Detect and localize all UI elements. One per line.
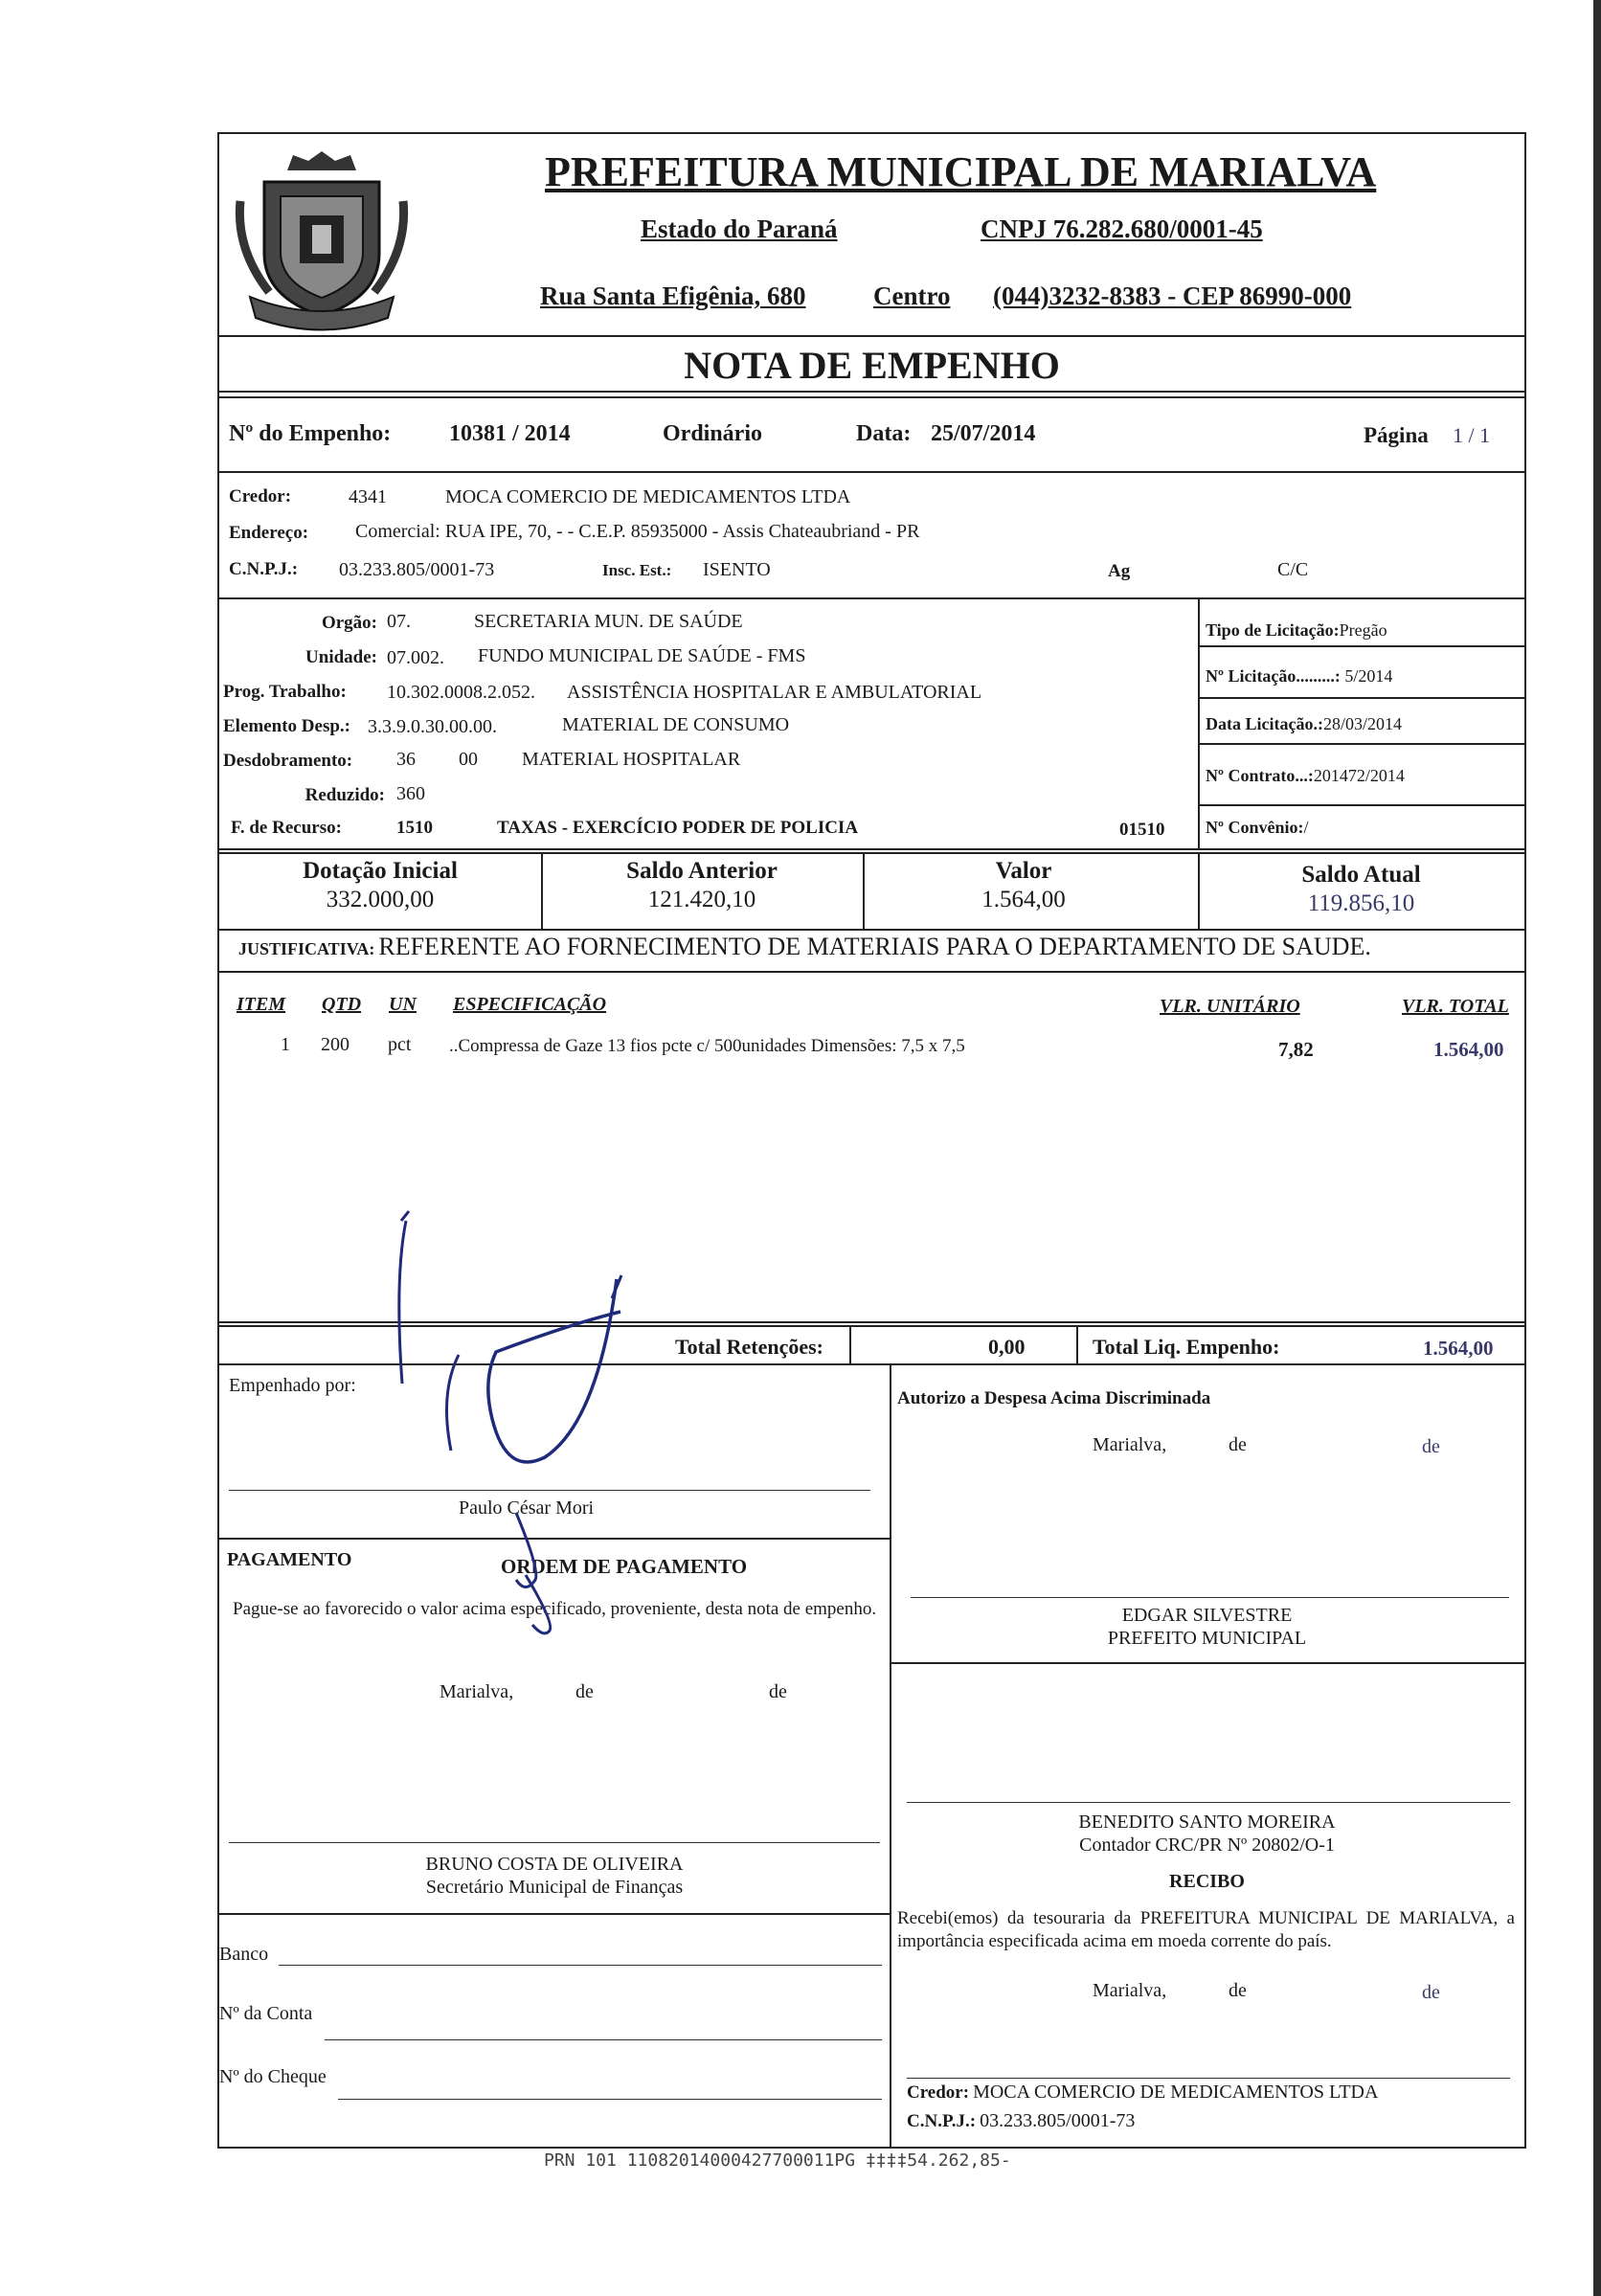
elemento-code: 3.3.9.0.30.00.00. xyxy=(368,716,497,737)
unidade-label: Unidade: xyxy=(305,647,377,667)
unidade-code: 07.002. xyxy=(387,647,444,668)
cc-label: C/C xyxy=(1277,559,1309,580)
desdobramento-name: MATERIAL HOSPITALAR xyxy=(522,749,741,770)
col-un: UN xyxy=(389,994,417,1015)
liquido-value: 1.564,00 xyxy=(1423,1337,1494,1360)
address-label: Endereço: xyxy=(229,523,309,543)
municipality-title: PREFEITURA MUNICIPAL DE MARIALVA xyxy=(545,148,1377,195)
licitacao-data-value: 28/03/2014 xyxy=(1322,714,1402,733)
prog-label: Prog. Trabalho: xyxy=(223,682,347,702)
elemento-label: Elemento Desp.: xyxy=(223,716,350,736)
justificativa-text: REFERENTE AO FORNECIMENTO DE MATERIAIS PARA O DEPARTAMENTO DE SAUDE. xyxy=(378,933,1371,960)
pagamento-role: Secretário Municipal de Finanças xyxy=(425,1877,684,1898)
credor-code: 4341 xyxy=(349,486,387,507)
recibo-city: Marialva, xyxy=(1093,1980,1167,2001)
recibo-cnpj-label: C.N.P.J.: xyxy=(907,2111,977,2131)
col-vlr-unitario: VLR. UNITÁRIO xyxy=(1160,996,1300,1017)
handwritten-signature xyxy=(363,1092,746,1666)
licitacao-numero xyxy=(1206,666,1392,687)
scan-edge xyxy=(1593,0,1601,2296)
recibo-de2: de xyxy=(1422,1982,1440,2003)
credor-cnpj: 03.233.805/0001-73 xyxy=(339,559,495,580)
document-title: NOTA DE EMPENHO xyxy=(684,344,1060,387)
empenho-date-label: Data: xyxy=(856,421,912,446)
empenho-type: Ordinário xyxy=(663,421,763,446)
autorizo-de1: de xyxy=(1229,1434,1247,1455)
pagamento-label: PAGAMENTO xyxy=(227,1549,352,1570)
autorizo-signer: EDGAR SILVESTRE xyxy=(1121,1605,1293,1626)
credor-cnpj-label: C.N.P.J.: xyxy=(229,559,299,579)
dotacao-inicial-label: Dotação Inicial xyxy=(303,858,458,884)
desdobramento-sub: 00 xyxy=(459,749,478,770)
row-spec: ..Compressa de Gaze 13 fios pcte c/ 500unidades Dimensões: 7,5 x 7,5 xyxy=(449,1036,965,1056)
prog-code: 10.302.0008.2.052. xyxy=(387,682,535,703)
pagamento-de2: de xyxy=(769,1681,787,1702)
credor-address: Comercial: RUA IPE, 70, - - C.E.P. 85935000 - Assis Chateaubriand - PR xyxy=(355,521,920,542)
table-row xyxy=(219,1034,1524,1067)
recibo-cnpj-value: 03.233.805/0001-73 xyxy=(980,2110,1136,2131)
saldo-atual-label: Saldo Atual xyxy=(1301,862,1421,888)
elemento-name: MATERIAL DE CONSUMO xyxy=(562,714,790,735)
recibo-title: RECIBO xyxy=(1169,1871,1245,1892)
insc-value: ISENTO xyxy=(703,559,771,580)
licitacao-numero-label: Nº Licitação.........: xyxy=(1206,666,1341,686)
autorizo-de2: de xyxy=(1422,1436,1440,1457)
saldo-anterior-value: 121.420,10 xyxy=(647,887,756,912)
retencoes-label: Total Retenções: xyxy=(675,1335,823,1359)
street-address: Rua Santa Efigênia, 680 xyxy=(540,281,806,310)
orgao-name: SECRETARIA MUN. DE SAÚDE xyxy=(474,611,743,632)
licitacao-numero-value: 5/2014 xyxy=(1344,666,1393,686)
row-qtd: 200 xyxy=(321,1034,350,1055)
recibo-cnpj xyxy=(907,2110,1135,2132)
reduzido-value: 360 xyxy=(396,783,425,804)
district: Centro xyxy=(873,281,951,310)
coat-of-arms-icon xyxy=(231,144,413,335)
recurso-number: 01510 xyxy=(1119,820,1165,840)
footer-code: PRN 101 11082014000427700011PG ‡‡‡‡54.262,85- xyxy=(544,2150,1011,2171)
page-number: 1 / 1 xyxy=(1453,423,1491,447)
empenho-number-label: Nº do Empenho: xyxy=(229,421,392,446)
contrato-value: 201472/2014 xyxy=(1313,766,1405,785)
saldo-atual-value: 119.856,10 xyxy=(1307,890,1415,916)
credor-name: MOCA COMERCIO DE MEDICAMENTOS LTDA xyxy=(445,486,851,507)
row-un: pct xyxy=(388,1034,412,1055)
credor-label: Credor: xyxy=(229,486,292,506)
municipality-cnpj: CNPJ 76.282.680/0001-45 xyxy=(981,214,1263,243)
saldo-anterior-label: Saldo Anterior xyxy=(626,858,778,884)
row-item: 1 xyxy=(281,1034,290,1055)
empenhado-label: Empenhado por: xyxy=(229,1375,356,1396)
ordem-pagamento: ORDEM DE PAGAMENTO xyxy=(501,1555,748,1578)
recibo-text: Recebi(emos) da tesouraria da PREFEITURA MUNICIPAL DE MARIALVA, a importância especificada acima em moeda corrente do país. xyxy=(897,1908,1515,1951)
recurso-label: F. de Recurso: xyxy=(231,818,342,838)
nota-de-empenho-form xyxy=(217,132,1526,2149)
unidade-name: FUNDO MUNICIPAL DE SAÚDE - FMS xyxy=(478,645,806,666)
col-vlr-total: VLR. TOTAL xyxy=(1402,996,1509,1017)
banco-label: Banco xyxy=(219,1944,269,1965)
phone-cep: (044)3232-8383 - CEP 86990-000 xyxy=(993,281,1352,310)
valor-value: 1.564,00 xyxy=(981,887,1066,912)
dotacao-inicial-value: 332.000,00 xyxy=(326,887,435,912)
prog-name: ASSISTÊNCIA HOSPITALAR E AMBULATORIAL xyxy=(567,682,982,703)
orgao-code: 07. xyxy=(387,611,411,632)
insc-label: Insc. Est.: xyxy=(602,561,672,579)
desdobramento-code: 36 xyxy=(396,749,416,770)
conta-label: Nº da Conta xyxy=(219,2003,313,2024)
contador-role: Contador CRC/PR Nº 20802/O-1 xyxy=(1079,1835,1335,1856)
licitacao-tipo-value: Pregão xyxy=(1339,620,1387,640)
convenio-label: Nº Convênio: xyxy=(1206,818,1304,837)
recurso-name: TAXAS - EXERCÍCIO PODER DE POLICIA xyxy=(497,818,859,838)
cheque-label: Nº do Cheque xyxy=(219,2066,327,2087)
valor-label: Valor xyxy=(995,858,1052,884)
contrato-label: Nº Contrato...: xyxy=(1206,766,1314,785)
pagamento-signer: BRUNO COSTA DE OLIVEIRA xyxy=(425,1854,684,1875)
licitacao-data-label: Data Licitação.: xyxy=(1206,714,1323,733)
convenio-value: / xyxy=(1303,818,1309,837)
desdobramento-label: Desdobramento: xyxy=(223,751,353,771)
row-unit-value: 7,82 xyxy=(1278,1038,1314,1061)
orgao-label: Orgão: xyxy=(321,613,377,633)
licitacao-tipo xyxy=(1206,620,1387,641)
justificativa-label: JUSTIFICATIVA: xyxy=(238,939,375,958)
recibo-credor xyxy=(907,2082,1378,2104)
row-total-value: 1.564,00 xyxy=(1433,1038,1504,1061)
pagamento-city: Marialva, xyxy=(440,1681,514,1702)
convenio xyxy=(1206,818,1308,838)
autorizo-role: PREFEITO MUNICIPAL xyxy=(1107,1628,1307,1649)
contador-signer: BENEDITO SANTO MOREIRA xyxy=(1078,1812,1336,1833)
empenho-number: 10381 / 2014 xyxy=(449,421,571,446)
recibo-credor-label: Credor: xyxy=(907,2082,970,2103)
retencoes-value: 0,00 xyxy=(988,1335,1026,1359)
recurso-code: 1510 xyxy=(396,818,433,838)
licitacao-tipo-label: Tipo de Licitação: xyxy=(1206,620,1340,640)
recibo-de1: de xyxy=(1229,1980,1247,2001)
col-especificacao: ESPECIFICAÇÃO xyxy=(453,994,607,1015)
recibo-credor-name: MOCA COMERCIO DE MEDICAMENTOS LTDA xyxy=(973,2082,1379,2103)
col-item: ITEM xyxy=(237,994,286,1015)
empenhado-signer: Paulo César Mori xyxy=(459,1497,595,1519)
empenho-date: 25/07/2014 xyxy=(931,421,1036,446)
reduzido-label: Reduzido: xyxy=(304,785,385,805)
liquido-label: Total Liq. Empenho: xyxy=(1093,1335,1280,1359)
licitacao-data xyxy=(1206,714,1402,734)
col-qtd: QTD xyxy=(322,994,362,1015)
ag-label: Ag xyxy=(1108,561,1131,581)
pagamento-text: Pague-se ao favorecido o valor acima especificado, proveniente, desta nota de empenho. xyxy=(233,1599,877,1619)
autorizo-city: Marialva, xyxy=(1093,1434,1167,1455)
page-label: Página xyxy=(1364,423,1429,447)
justificativa xyxy=(238,933,1371,961)
pagamento-de1: de xyxy=(575,1681,594,1702)
contrato xyxy=(1206,766,1405,786)
autorizo-text: Autorizo a Despesa Acima Discriminada xyxy=(897,1388,1211,1408)
state-name: Estado do Paraná xyxy=(641,214,838,243)
